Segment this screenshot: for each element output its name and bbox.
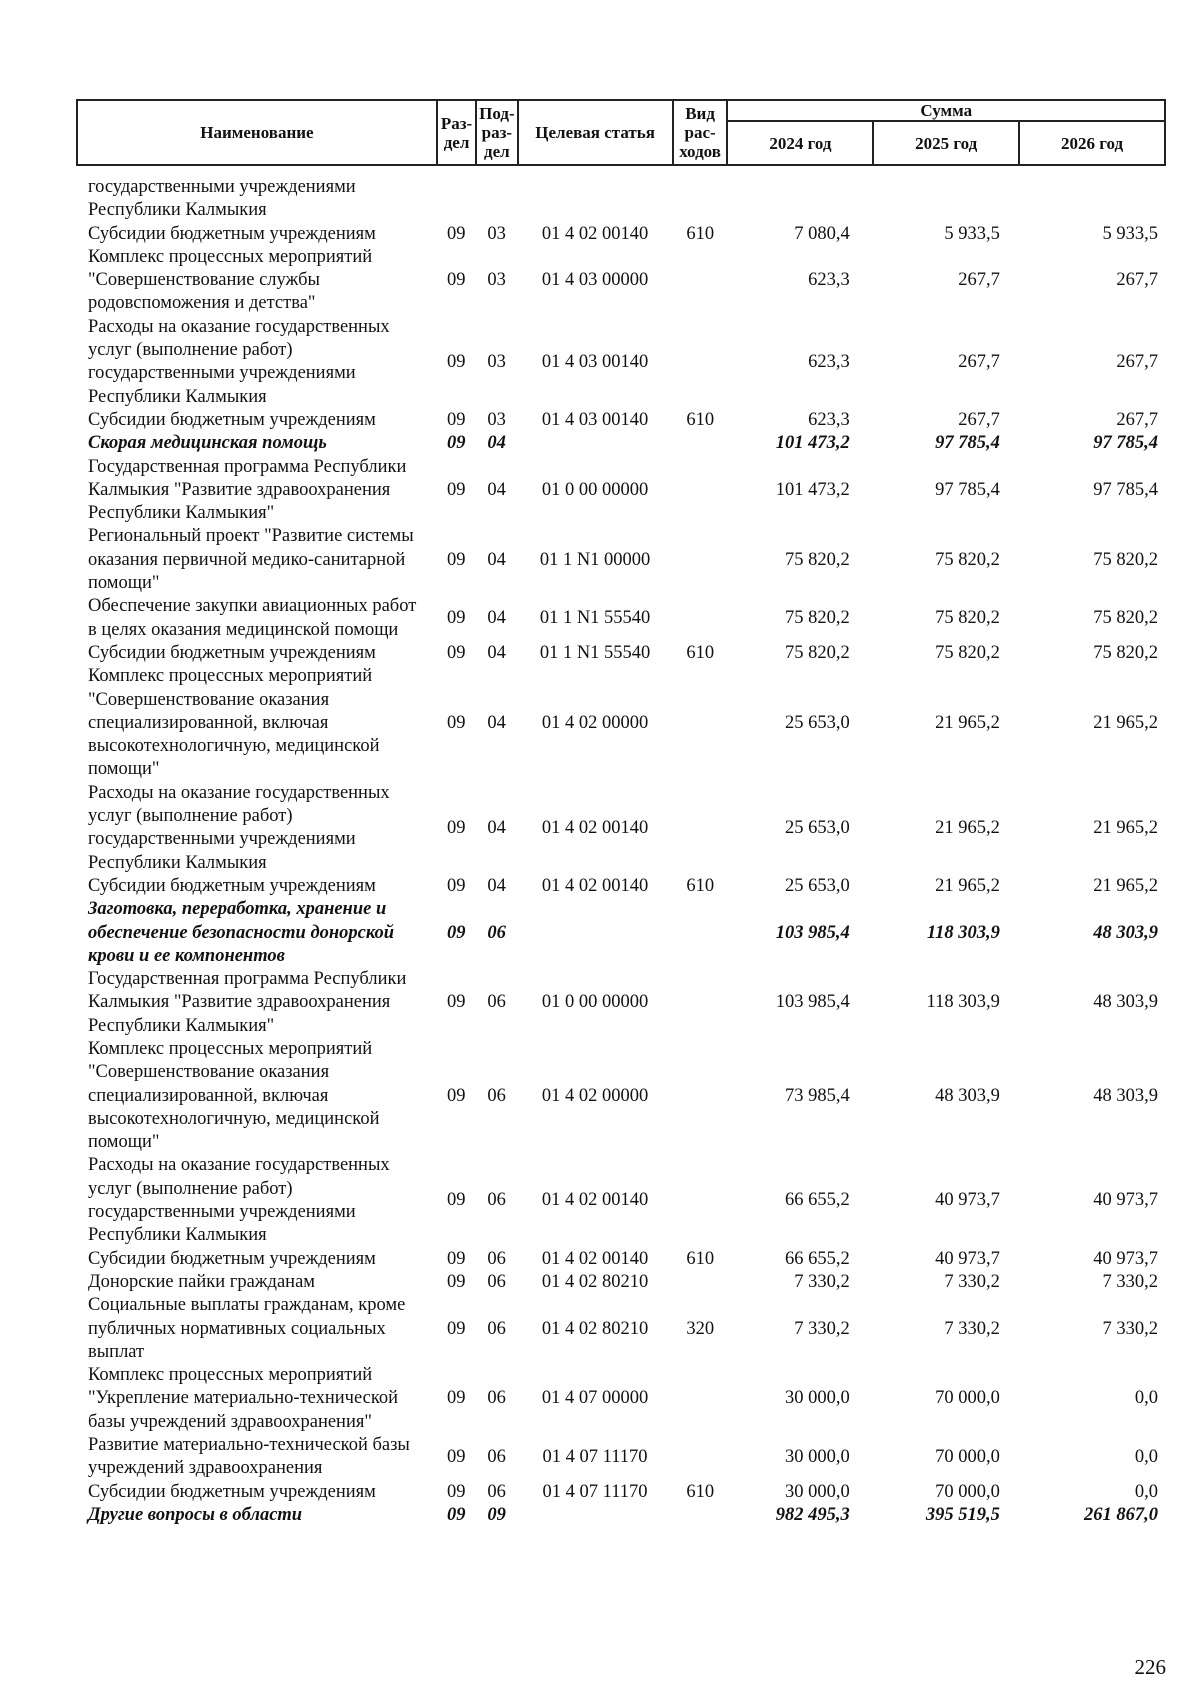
row-name: Государственная программа Республики Калмыкия "Развитие здравоохранения Республики Калмыкия"	[88, 969, 407, 1036]
table-row	[76, 246, 1166, 316]
row-razdel: 09	[446, 479, 466, 500]
row-podrazdel: 04	[487, 817, 506, 838]
row-razdel	[437, 176, 476, 223]
row-name: Субсидии бюджетным учреждениям	[88, 1481, 376, 1502]
row-target-article: 01 4 03 00140	[541, 409, 649, 430]
row-target-article: 01 4 03 00000	[541, 270, 649, 291]
row-sum-2025: 267,7	[958, 409, 1000, 430]
header-year-2026: 2026 год	[1019, 121, 1165, 165]
row-podrazdel: 06	[487, 1481, 506, 1502]
row-target-article: 01 1 N1 55540	[539, 642, 651, 663]
row-expense-kind	[673, 1364, 728, 1434]
header-expense-kind: Вид рас-ходов	[673, 100, 728, 165]
header-name: Наименование	[77, 100, 437, 165]
row-sum-2025	[874, 176, 1020, 223]
row-sum-2026: 21 965,2	[1093, 817, 1158, 838]
row-podrazdel: 04	[487, 479, 506, 500]
row-sum-2025: 48 303,9	[935, 1085, 1000, 1106]
row-sum-2025: 40 973,7	[935, 1190, 1000, 1211]
row-target-article: 01 4 02 00140	[541, 875, 649, 896]
row-sum-2025: 75 820,2	[935, 642, 1000, 663]
table-header	[76, 99, 1166, 166]
table-row	[76, 1481, 1166, 1504]
table-row	[76, 223, 1166, 246]
row-target-article: 01 1 N1 55540	[539, 607, 651, 628]
row-sum-2024: 7 330,2	[794, 1318, 850, 1339]
row-sum-2024: 25 653,0	[785, 817, 850, 838]
row-sum-2026: 267,7	[1116, 351, 1158, 372]
row-sum-2025: 5 933,5	[944, 223, 1000, 244]
row-podrazdel: 06	[487, 1388, 506, 1409]
row-podrazdel: 06	[487, 992, 506, 1013]
row-expense-kind	[673, 1504, 728, 1527]
row-expense-kind	[673, 898, 728, 968]
row-target-article: 01 0 00 00000	[541, 992, 649, 1013]
table-row	[76, 782, 1166, 875]
row-sum-2025: 70 000,0	[935, 1481, 1000, 1502]
table-row	[76, 1434, 1166, 1481]
row-target-article: 01 4 07 00000	[541, 1388, 649, 1409]
row-sum-2026: 5 933,5	[1102, 223, 1158, 244]
row-target-article: 01 1 N1 00000	[539, 549, 651, 570]
row-name: Развитие материально-технической базы учреждений здравоохранения	[88, 1435, 410, 1479]
table-row	[76, 1294, 1166, 1364]
page-number: 226	[1134, 1655, 1166, 1679]
row-target-article: 01 4 02 00140	[541, 223, 649, 244]
row-sum-2026: 75 820,2	[1093, 607, 1158, 628]
row-name: Региональный проект "Развитие системы оказания первичной медико-санитарной помощи"	[88, 526, 414, 594]
row-sum-2025: 7 330,2	[944, 1318, 1000, 1339]
row-sum-2025: 21 965,2	[935, 712, 1000, 733]
row-name: Заготовка, переработка, хранение и обеспечение безопасности донорской крови и ее компонентов	[88, 899, 395, 966]
row-podrazdel: 04	[487, 875, 506, 896]
row-sum-2026: 48 303,9	[1093, 922, 1158, 943]
row-podrazdel: 04	[487, 712, 506, 733]
row-name: Другие вопросы в области	[88, 1504, 303, 1525]
header-target-article: Целевая статья	[518, 100, 673, 165]
row-sum-2025: 267,7	[958, 351, 1000, 372]
row-podrazdel: 04	[487, 549, 506, 570]
row-sum-2024: 103 985,4	[775, 992, 850, 1013]
row-name: Субсидии бюджетным учреждениям	[88, 409, 376, 430]
row-expense-kind	[673, 782, 728, 875]
row-target-article	[517, 1504, 672, 1527]
row-sum-2024: 75 820,2	[785, 549, 850, 570]
row-sum-2025: 97 785,4	[935, 433, 1000, 454]
table-row	[76, 1504, 1166, 1527]
row-podrazdel: 06	[487, 1271, 506, 1292]
row-expense-kind	[673, 316, 728, 409]
row-podrazdel: 04	[487, 433, 506, 454]
row-razdel: 09	[446, 712, 466, 733]
table-row	[76, 968, 1166, 1038]
row-expense-kind	[673, 176, 728, 223]
table-row	[76, 525, 1166, 595]
row-podrazdel: 06	[487, 1248, 506, 1269]
row-razdel: 09	[446, 1504, 466, 1525]
row-sum-2024: 30 000,0	[785, 1388, 850, 1409]
row-name: Субсидии бюджетным учреждениям	[88, 875, 376, 896]
row-sum-2025: 21 965,2	[935, 817, 1000, 838]
table-row	[76, 1038, 1166, 1154]
row-sum-2026: 0,0	[1134, 1388, 1158, 1409]
row-sum-2026: 0,0	[1134, 1481, 1158, 1502]
row-expense-kind: 610	[686, 409, 715, 430]
row-sum-2024: 25 653,0	[785, 875, 850, 896]
row-sum-2024: 101 473,2	[775, 433, 850, 454]
row-razdel: 09	[446, 1190, 466, 1211]
row-razdel: 09	[446, 409, 466, 430]
table-row	[76, 875, 1166, 898]
row-podrazdel: 06	[487, 922, 506, 943]
row-sum-2025: 118 303,9	[926, 992, 1000, 1013]
row-sum-2026: 0,0	[1134, 1446, 1158, 1467]
row-sum-2025: 70 000,0	[935, 1446, 1000, 1467]
row-sum-2024: 73 985,4	[785, 1085, 850, 1106]
row-podrazdel: 04	[487, 642, 506, 663]
row-expense-kind: 610	[686, 1481, 715, 1502]
row-name: Комплекс процессных мероприятий "Укрепление материально-технической базы учреждений здравоохранения"	[88, 1365, 399, 1432]
row-target-article: 01 4 07 11170	[542, 1481, 648, 1502]
row-target-article: 01 4 02 00140	[541, 1190, 649, 1211]
row-podrazdel: 06	[487, 1318, 506, 1339]
row-sum-2024: 103 985,4	[775, 922, 850, 943]
row-name: Комплекс процессных мероприятий "Совершенствование службы родовспоможения и детства"	[88, 246, 373, 314]
row-sum-2025: 395 519,5	[925, 1504, 1000, 1525]
row-sum-2026: 48 303,9	[1093, 992, 1158, 1013]
row-sum-2024: 623,3	[808, 351, 850, 372]
row-expense-kind	[673, 525, 728, 595]
row-sum-2026: 267,7	[1116, 409, 1158, 430]
row-razdel: 09	[446, 607, 466, 628]
row-sum-2025: 21 965,2	[935, 875, 1000, 896]
table-row	[76, 1364, 1166, 1434]
row-target-article	[517, 432, 672, 455]
row-target-article: 01 4 02 00000	[541, 712, 649, 733]
row-sum-2026: 7 330,2	[1102, 1318, 1158, 1339]
table-row	[76, 898, 1166, 968]
row-expense-kind: 610	[686, 223, 715, 244]
row-sum-2024: 7 330,2	[794, 1271, 850, 1292]
row-sum-2024: 101 473,2	[775, 479, 850, 500]
row-sum-2025: 97 785,4	[935, 479, 1000, 500]
row-razdel: 09	[446, 642, 466, 663]
table-row	[76, 456, 1166, 526]
row-sum-2026: 75 820,2	[1093, 642, 1158, 663]
row-sum-2024: 25 653,0	[785, 712, 850, 733]
row-razdel: 09	[446, 817, 466, 838]
row-target-article: 01 4 07 11170	[542, 1446, 648, 1467]
row-razdel: 09	[446, 922, 466, 943]
table-row	[76, 176, 1166, 223]
row-podrazdel: 03	[487, 409, 506, 430]
row-name: Субсидии бюджетным учреждениям	[88, 642, 376, 663]
row-expense-kind	[673, 595, 728, 642]
table-row	[76, 665, 1166, 781]
row-podrazdel	[476, 176, 517, 223]
header-year-2025: 2025 год	[873, 121, 1019, 165]
row-razdel: 09	[446, 223, 466, 244]
row-podrazdel: 06	[487, 1446, 506, 1467]
table-row	[76, 1271, 1166, 1294]
row-sum-2026: 97 785,4	[1093, 479, 1158, 500]
row-sum-2026: 7 330,2	[1102, 1271, 1158, 1292]
row-sum-2024: 75 820,2	[785, 607, 850, 628]
row-sum-2024: 982 495,3	[775, 1504, 850, 1525]
row-razdel: 09	[446, 1318, 466, 1339]
row-target-article: 01 4 02 00000	[541, 1085, 649, 1106]
row-sum-2024	[728, 176, 874, 223]
row-sum-2026: 75 820,2	[1093, 549, 1158, 570]
row-name: Расходы на оказание государственных услуг (выполнение работ) государственными учреждениями Республики Калмыкия	[88, 782, 390, 873]
row-name: Обеспечение закупки авиационных работ в целях оказания медицинской помощи	[88, 596, 417, 640]
row-target-article	[517, 176, 672, 223]
row-razdel: 09	[446, 270, 466, 291]
row-name: Субсидии бюджетным учреждениям	[88, 1248, 376, 1269]
row-name: Расходы на оказание государственных услуг (выполнение работ) государственными учреждениями Республики Калмыкия	[88, 316, 390, 407]
row-name: Социальные выплаты гражданам, кроме публичных нормативных социальных выплат	[88, 1295, 406, 1362]
row-target-article: 01 4 02 80210	[541, 1318, 649, 1339]
row-expense-kind	[673, 456, 728, 526]
row-sum-2026: 40 973,7	[1093, 1248, 1158, 1269]
row-target-article: 01 4 02 00140	[541, 817, 649, 838]
row-name: Государственная программа Республики Калмыкия "Развитие здравоохранения Республики Калмыкия"	[88, 456, 407, 524]
row-sum-2024: 30 000,0	[785, 1481, 850, 1502]
row-podrazdel: 04	[487, 607, 506, 628]
row-expense-kind	[673, 1434, 728, 1481]
row-name: государственными учреждениями Республики Калмыкия	[88, 177, 356, 221]
row-sum-2025: 70 000,0	[935, 1388, 1000, 1409]
row-sum-2024: 75 820,2	[785, 642, 850, 663]
row-sum-2024: 7 080,4	[794, 223, 850, 244]
row-razdel: 09	[446, 1248, 466, 1269]
row-expense-kind	[673, 968, 728, 1038]
row-razdel: 09	[446, 875, 466, 896]
table-row	[76, 1154, 1166, 1247]
row-razdel: 09	[446, 1085, 466, 1106]
row-sum-2026: 21 965,2	[1093, 875, 1158, 896]
row-razdel: 09	[446, 549, 466, 570]
row-name: Субсидии бюджетным учреждениям	[88, 223, 376, 244]
row-sum-2026: 21 965,2	[1093, 712, 1158, 733]
row-sum-2025: 267,7	[958, 270, 1000, 291]
row-name: Комплекс процессных мероприятий "Совершенствование оказания специализированной, включая высокотехнологичную, медицинской помощи"	[88, 666, 380, 780]
row-target-article: 01 0 00 00000	[541, 479, 649, 500]
row-sum-2026: 97 785,4	[1093, 433, 1158, 454]
row-sum-2025: 75 820,2	[935, 549, 1000, 570]
row-razdel: 09	[446, 351, 466, 372]
row-podrazdel: 09	[487, 1504, 506, 1525]
row-sum-2025: 75 820,2	[935, 607, 1000, 628]
row-target-article: 01 4 02 80210	[541, 1271, 649, 1292]
row-sum-2024: 66 655,2	[785, 1248, 850, 1269]
table-row	[76, 316, 1166, 409]
row-expense-kind	[673, 1154, 728, 1247]
table-row	[76, 409, 1166, 432]
row-expense-kind	[673, 432, 728, 455]
row-podrazdel: 03	[487, 351, 506, 372]
row-expense-kind	[673, 1271, 728, 1294]
table-row	[76, 432, 1166, 455]
row-name: Расходы на оказание государственных услуг (выполнение работ) государственными учреждениями Республики Калмыкия	[88, 1155, 390, 1246]
table-row	[76, 642, 1166, 665]
row-razdel: 09	[446, 1388, 466, 1409]
table-row	[76, 595, 1166, 642]
header-razdel: Раз-дел	[437, 100, 476, 165]
row-razdel: 09	[446, 433, 466, 454]
row-sum-2024: 623,3	[808, 270, 850, 291]
row-sum-2024: 66 655,2	[785, 1190, 850, 1211]
row-expense-kind: 610	[686, 642, 715, 663]
row-name: Комплекс процессных мероприятий "Совершенствование оказания специализированной, включая высокотехнологичную, медицинской помощи"	[88, 1038, 380, 1153]
row-sum-2025: 40 973,7	[935, 1248, 1000, 1269]
row-sum-2025: 7 330,2	[944, 1271, 1000, 1292]
row-podrazdel: 03	[487, 223, 506, 244]
row-target-article: 01 4 02 00140	[541, 1248, 649, 1269]
row-podrazdel: 06	[487, 1190, 506, 1211]
row-sum-2026	[1020, 176, 1166, 223]
row-expense-kind: 610	[686, 1248, 715, 1269]
row-name: Донорские пайки гражданам	[88, 1271, 316, 1292]
row-sum-2025: 118 303,9	[926, 922, 1000, 943]
row-target-article: 01 4 03 00140	[541, 351, 649, 372]
row-sum-2024: 623,3	[808, 409, 850, 430]
row-sum-2024: 30 000,0	[785, 1446, 850, 1467]
row-podrazdel: 06	[487, 1085, 506, 1106]
table-row	[76, 1248, 1166, 1271]
row-sum-2026: 48 303,9	[1093, 1085, 1158, 1106]
row-sum-2026: 40 973,7	[1093, 1190, 1158, 1211]
row-razdel: 09	[446, 992, 466, 1013]
row-sum-2026: 267,7	[1116, 270, 1158, 291]
header-podrazdel: Под-раз-дел	[476, 100, 517, 165]
row-expense-kind: 610	[686, 875, 715, 896]
header-year-2024: 2024 год	[727, 121, 873, 165]
header-sum: Сумма	[727, 100, 1165, 121]
row-target-article	[517, 898, 672, 968]
row-razdel: 09	[446, 1271, 466, 1292]
row-name: Скорая медицинская помощь	[88, 433, 327, 454]
row-expense-kind	[673, 665, 728, 781]
row-expense-kind: 320	[686, 1318, 715, 1339]
row-sum-2026: 261 867,0	[1084, 1504, 1158, 1525]
row-razdel: 09	[446, 1446, 466, 1467]
budget-table	[76, 176, 1166, 1527]
row-expense-kind	[673, 246, 728, 316]
row-razdel: 09	[446, 1481, 466, 1502]
row-podrazdel: 03	[487, 270, 506, 291]
row-expense-kind	[673, 1038, 728, 1154]
